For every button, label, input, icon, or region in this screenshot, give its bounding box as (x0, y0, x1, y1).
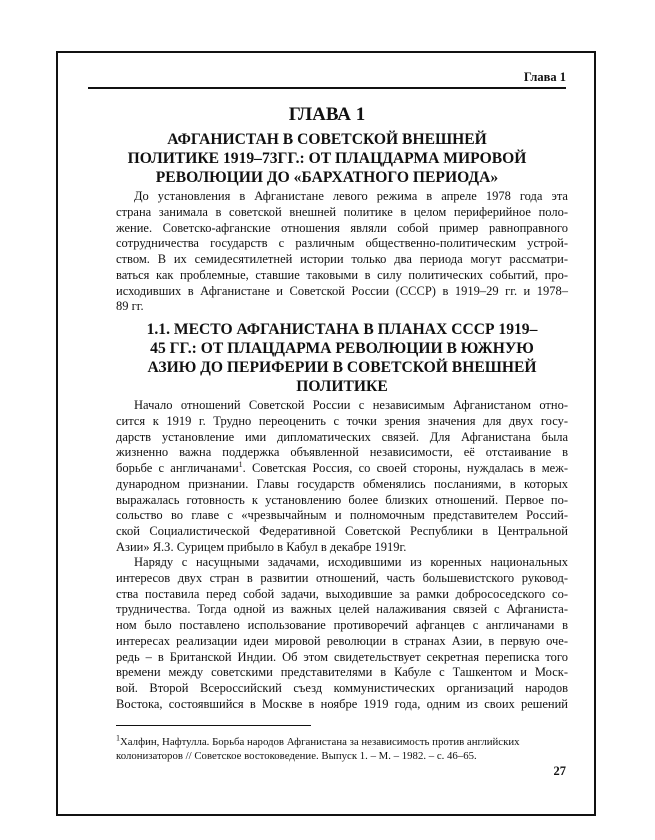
header-rule (88, 87, 566, 89)
text-line: ской Социалистической Федеративной Советской Республики в Центральной (116, 524, 568, 538)
intro-paragraph (116, 189, 568, 315)
text-line: Наряду с насущными задачами, исходившими из коренных национальных (134, 555, 568, 569)
footnote-marker: 1 (116, 733, 120, 743)
text-line: интересах реализации идеи мировой революции в странах Азии, в первую оче- (116, 633, 568, 648)
text-line: вой. Второй Всероссийский съезд коммунистических организаций народов (116, 681, 568, 695)
chapter-title-line: АФГАНИСТАН В СОВЕТСКОЙ ВНЕШНЕЙ (167, 131, 487, 148)
text-line: ства поставила перед собой задачи, выходившие за рамки добрососедского со- (116, 586, 568, 601)
paragraph-2 (116, 555, 568, 713)
text-fragment: . Советская Россия, со своей стороны, нуждалась в меж- (242, 461, 568, 475)
chapter-title (120, 130, 534, 187)
text-line-with-footnote (116, 461, 568, 477)
footnote-ref[interactable]: 1 (238, 459, 243, 469)
page-number: 27 (553, 764, 566, 778)
text-line: До установления в Афганистане левого режима в апреле 1978 года эта (134, 189, 568, 203)
footnote-rule (116, 725, 311, 726)
footnote-line (116, 733, 568, 750)
section-title-line: ПОЛИТИКЕ (296, 378, 388, 395)
text-line: редь – в Британской Индии. Об этом свидетельствует секретная переписка того (116, 649, 568, 664)
chapter-number: ГЛАВА 1 (288, 104, 366, 125)
section-title-line: 45 ГГ.: ОТ ПЛАЦДАРМА РЕВОЛЮЦИИ В ЮЖНУЮ (150, 340, 534, 357)
text-line: Востока, состоявшийся в Москве в ноябре 1919 года, одним из своих решений (116, 696, 568, 711)
text-line: ством. В их семидесятилетней истории только два периода могут рассматри- (116, 252, 568, 266)
text-line: жизненно важна поддержка объявленной независимости, её отстаивание в (116, 445, 568, 460)
paragraph-1 (116, 398, 568, 556)
text-line: исходивших в Афганистане и Советской России (СССР) в 1919–29 гг. и 1978– (116, 283, 568, 298)
section-title-line: АЗИЮ ДО ПЕРИФЕРИИ В СОВЕТСКОЙ ВНЕШНЕЙ (147, 359, 537, 376)
text-line: Азии» Я.З. Сурицем прибыло в Кабул в декабре 1919г. (116, 539, 407, 554)
text-line: дународном признании. Главы государств обменялись посланиями, в которых (116, 476, 568, 491)
footnote-line: колонизаторов // Советское востоковедение. Выпуск 1. – М. – 1982. – с. 46–65. (116, 749, 477, 762)
text-line: страна занимала в советской внешней политике в целом периферийное поло- (116, 204, 568, 219)
footnote-text: Халфин, Нафтулла. Борьба народов Афганистана за независимость против английских (120, 736, 520, 748)
text-line: жение. Советско-афганские отношения являли собой пример равноправного (116, 220, 568, 235)
text-fragment: борьбе с англичанами (116, 461, 239, 475)
chapter-title-line: РЕВОЛЮЦИИ ДО «БАРХАТНОГО ПЕРИОДА» (155, 169, 499, 186)
text-line: сольство во главе с «чрезвычайным и полномочным представителем Россий- (116, 508, 568, 523)
text-line: ном было поставлено использование противоречий афганцев с англичанами в (116, 618, 568, 632)
text-line: сотрудничества государств с различным общественно-политическим устрой- (116, 236, 568, 251)
text-line: сится к 1919 г. Трудно переоценить с точки зрения значения для двух госу- (116, 413, 568, 428)
section-title-line: 1.1. МЕСТО АФГАНИСТАНА В ПЛАНАХ СССР 1919– (146, 321, 538, 338)
text-line: Начало отношений Советской России с независимым Афганистаном отно- (134, 398, 568, 412)
text-line: выражалась готовность к установлению более близких отношений. Первое по- (116, 492, 568, 507)
text-line: 89 гг. (116, 299, 144, 314)
chapter-title-line: ПОЛИТИКЕ 1919–73ГГ.: ОТ ПЛАЦДАРМА МИРОВОЙ (127, 150, 527, 167)
text-line: ваться как проблемные, ставшие таковыми в силу политических событий, про- (116, 267, 568, 282)
text-line: интересов двух стран в развитии отношений, часть большевистского руковод- (116, 570, 568, 585)
section-title (116, 320, 568, 396)
text-line: трудничества. Тогда одной из важных целей налаживания связей с Афганиста- (116, 602, 568, 617)
text-line: времени между советскими представителями в Кабуле с Ташкентом и Моск- (116, 665, 568, 680)
running-head: Глава 1 (523, 70, 566, 84)
text-line: дарств установление ими дипломатических связей. Для Афганистана была (116, 429, 568, 444)
footnote (116, 733, 568, 763)
